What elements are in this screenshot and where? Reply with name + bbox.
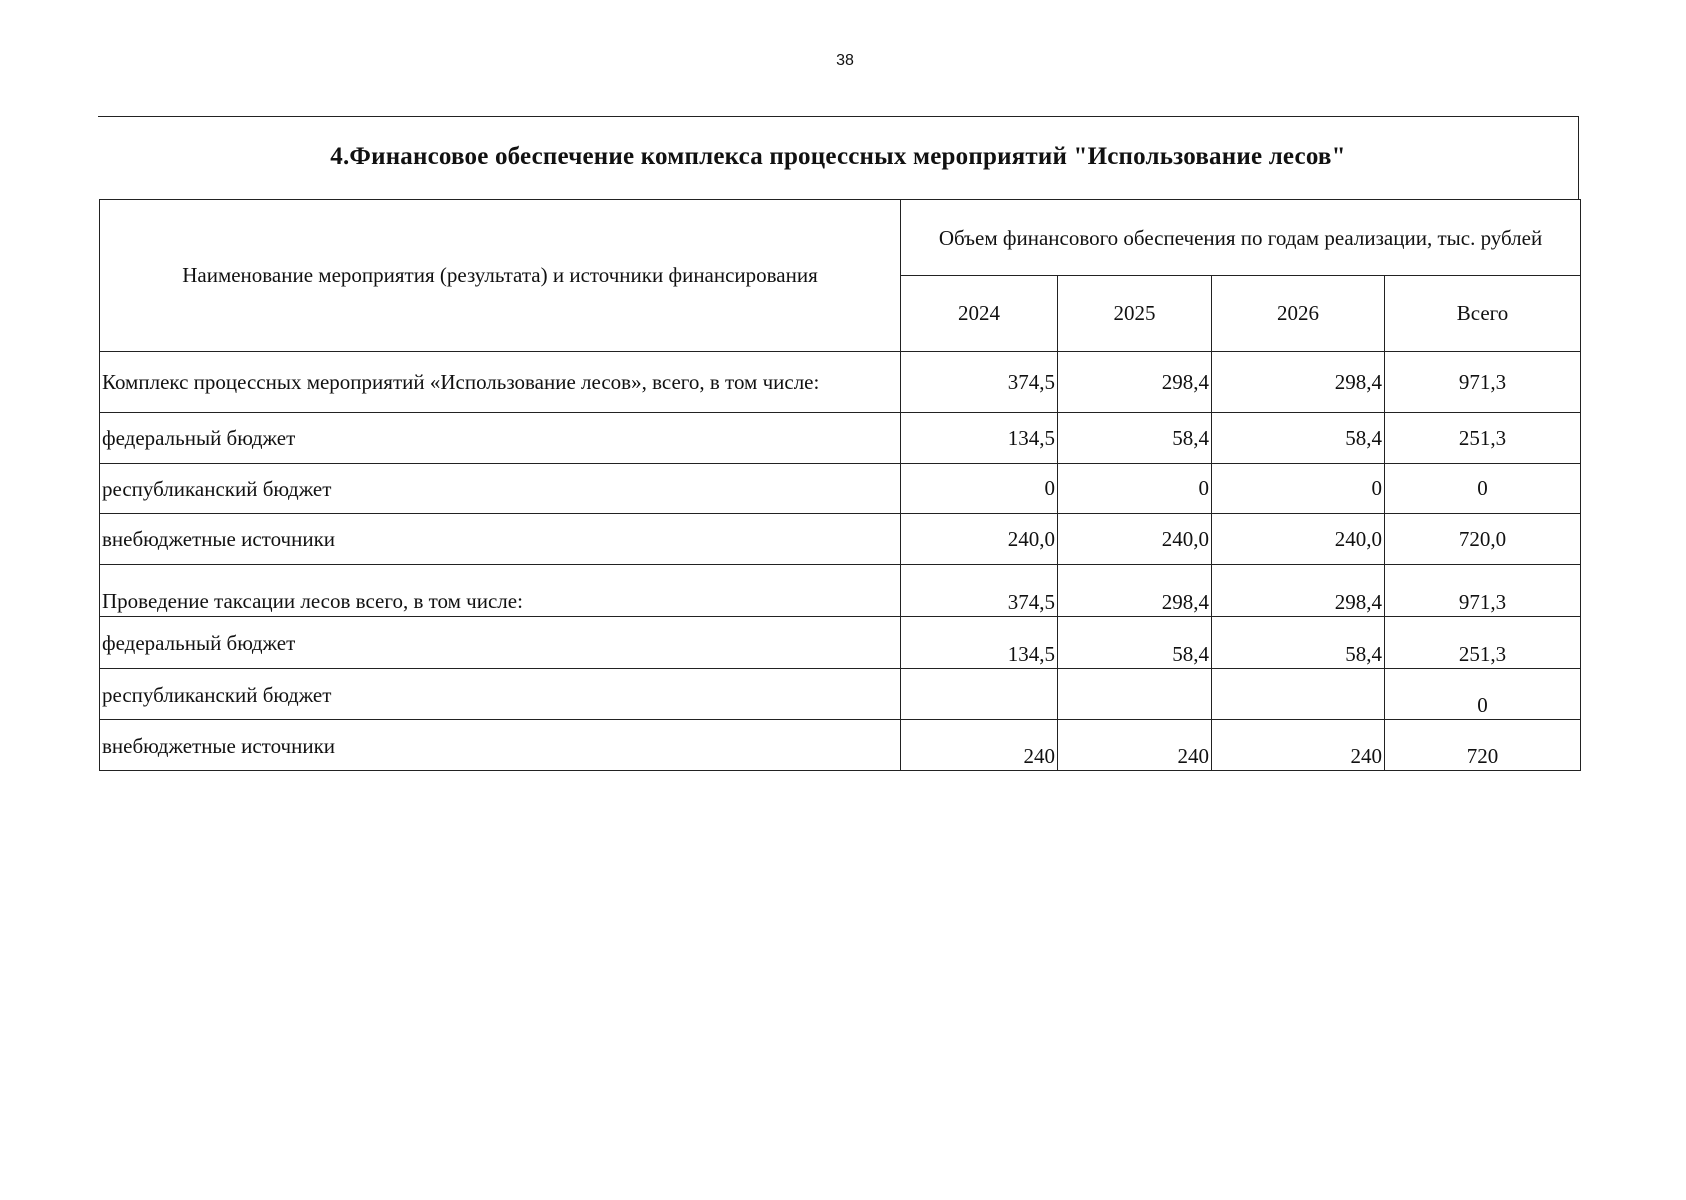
header-funding-volume: Объем финансового обеспечения по годам реализации, тыс. рублей xyxy=(901,200,1581,276)
table-row xyxy=(100,617,1581,669)
row-name: республиканский бюджет xyxy=(100,669,901,720)
value-2024: 134,5 xyxy=(901,413,1058,464)
value-2025: 0 xyxy=(1058,464,1212,514)
value-2026: 0 xyxy=(1212,464,1385,514)
value-2024: 240 xyxy=(901,720,1058,771)
row-name: Комплекс процессных мероприятий «Использование лесов», всего, в том числе: xyxy=(100,352,901,413)
value-2025 xyxy=(1058,669,1212,720)
row-name: федеральный бюджет xyxy=(100,413,901,464)
value-2025: 298,4 xyxy=(1058,565,1212,617)
row-name: федеральный бюджет xyxy=(100,617,901,669)
table-row xyxy=(100,464,1581,514)
financing-table xyxy=(99,199,1581,771)
table-row xyxy=(100,514,1581,565)
value-2026: 58,4 xyxy=(1212,617,1385,669)
value-2025: 240 xyxy=(1058,720,1212,771)
value-total: 971,3 xyxy=(1385,565,1581,617)
row-name: внебюджетные источники xyxy=(100,720,901,771)
value-total: 720 xyxy=(1385,720,1581,771)
header-year-2024: 2024 xyxy=(901,276,1058,352)
value-total: 720,0 xyxy=(1385,514,1581,565)
value-2024: 374,5 xyxy=(901,352,1058,413)
table-row xyxy=(100,720,1581,771)
value-2024: 0 xyxy=(901,464,1058,514)
table-row xyxy=(100,565,1581,617)
header-total: Всего xyxy=(1385,276,1581,352)
value-2026: 240,0 xyxy=(1212,514,1385,565)
header-year-2025: 2025 xyxy=(1058,276,1212,352)
header-name-column: Наименование мероприятия (результата) и источники финансирования xyxy=(100,200,901,352)
page-number: 38 xyxy=(836,52,854,69)
header-year-2026: 2026 xyxy=(1212,276,1385,352)
value-2026: 298,4 xyxy=(1212,352,1385,413)
value-2024 xyxy=(901,669,1058,720)
value-total: 251,3 xyxy=(1385,413,1581,464)
value-2024: 240,0 xyxy=(901,514,1058,565)
value-2025: 298,4 xyxy=(1058,352,1212,413)
value-2025: 58,4 xyxy=(1058,617,1212,669)
value-2025: 58,4 xyxy=(1058,413,1212,464)
row-name: республиканский бюджет xyxy=(100,464,901,514)
value-total: 0 xyxy=(1385,669,1581,720)
value-2024: 134,5 xyxy=(901,617,1058,669)
table-row xyxy=(100,352,1581,413)
row-name: Проведение таксации лесов всего, в том числе: xyxy=(100,565,901,617)
title-box xyxy=(98,116,1579,199)
document-title: 4.Финансовое обеспечение комплекса процессных мероприятий "Использование лесов" xyxy=(330,143,1346,170)
value-total: 251,3 xyxy=(1385,617,1581,669)
value-2026 xyxy=(1212,669,1385,720)
value-2026: 240 xyxy=(1212,720,1385,771)
value-2026: 58,4 xyxy=(1212,413,1385,464)
value-total: 0 xyxy=(1385,464,1581,514)
value-2026: 298,4 xyxy=(1212,565,1385,617)
table-row xyxy=(100,413,1581,464)
table-header-row xyxy=(100,200,1581,276)
value-2024: 374,5 xyxy=(901,565,1058,617)
row-name: внебюджетные источники xyxy=(100,514,901,565)
table-row xyxy=(100,669,1581,720)
value-total: 971,3 xyxy=(1385,352,1581,413)
value-2025: 240,0 xyxy=(1058,514,1212,565)
